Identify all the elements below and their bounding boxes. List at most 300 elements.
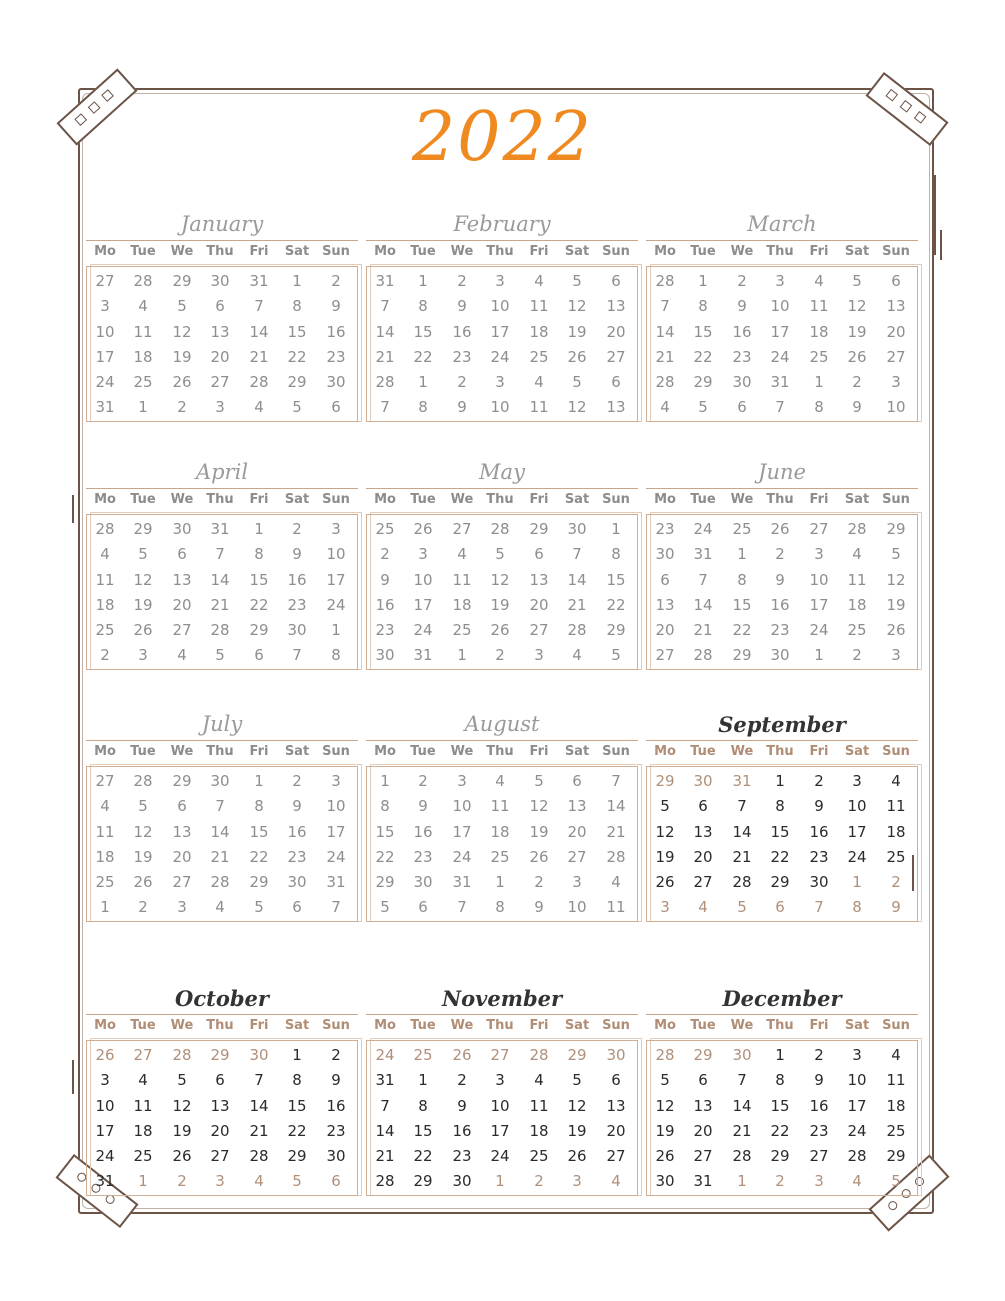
weekday-label: We [170, 1018, 194, 1033]
day-cell: 4 [495, 772, 505, 790]
day-cell: 22 [249, 596, 269, 614]
weekday-label: Thu [766, 1018, 794, 1033]
day-cell: 29 [249, 621, 269, 639]
day-cell: 20 [606, 1122, 626, 1140]
day-cell: 3 [457, 772, 467, 790]
day-cell: 25 [133, 1147, 153, 1165]
day-cell: 30 [287, 621, 307, 639]
month-name: February [453, 212, 551, 236]
weekday-label: We [450, 744, 474, 759]
day-cell: 17 [326, 823, 346, 841]
day-cell: 2 [418, 772, 428, 790]
day-cell: 20 [172, 848, 192, 866]
day-cell: 22 [606, 596, 626, 614]
day-cell: 21 [732, 1122, 752, 1140]
weekday-label: Thu [486, 744, 514, 759]
day-cell: 7 [698, 571, 708, 589]
border-tick [72, 495, 74, 523]
day-cell: 26 [567, 348, 587, 366]
day-cell: 27 [172, 873, 192, 891]
weekday-label: Mo [654, 492, 676, 507]
day-cell: 19 [886, 596, 906, 614]
day-cell: 2 [138, 898, 148, 916]
weekday-label: Fri [529, 1018, 549, 1033]
day-cell: 18 [529, 1122, 549, 1140]
day-cell: 9 [891, 898, 901, 916]
weekday-label: Tue [130, 744, 156, 759]
day-cell: 19 [655, 848, 675, 866]
day-cell: 31 [95, 1172, 115, 1190]
day-cell: 13 [529, 571, 549, 589]
day-cell: 5 [572, 272, 582, 290]
month-august [366, 712, 638, 927]
weekday-label: Sat [564, 244, 590, 259]
day-cell: 3 [331, 772, 341, 790]
weekday-label: We [730, 1018, 754, 1033]
month-name: January [180, 212, 264, 236]
day-cell: 24 [770, 348, 790, 366]
day-cell: 11 [529, 398, 549, 416]
weekday-label: Thu [486, 244, 514, 259]
day-cell: 18 [133, 348, 153, 366]
weekday-label: Fri [249, 492, 269, 507]
day-cell: 22 [413, 348, 433, 366]
month-name: November [441, 986, 563, 1011]
month-name: April [195, 460, 249, 484]
day-cell: 15 [249, 571, 269, 589]
day-cell: 11 [809, 297, 829, 315]
day-cell: 6 [215, 297, 225, 315]
day-cell: 14 [732, 1097, 752, 1115]
day-cell: 5 [380, 898, 390, 916]
day-cell: 28 [847, 520, 867, 538]
weekday-label: Thu [206, 244, 234, 259]
weekday-label: Sun [602, 1018, 630, 1033]
day-cell: 23 [326, 1122, 346, 1140]
month-november [366, 986, 638, 1201]
day-cell: 11 [886, 1071, 906, 1089]
day-cell: 30 [172, 520, 192, 538]
weekday-header [86, 1018, 358, 1036]
day-cell: 5 [572, 373, 582, 391]
weekday-label: Tue [410, 244, 436, 259]
day-cell: 17 [95, 1122, 115, 1140]
border-tick [934, 175, 936, 255]
day-cell: 10 [847, 1071, 867, 1089]
day-cell: 27 [886, 348, 906, 366]
day-cell: 6 [254, 646, 264, 664]
day-cell: 12 [490, 571, 510, 589]
day-cell: 8 [254, 797, 264, 815]
day-cell: 12 [529, 797, 549, 815]
day-cell: 31 [210, 520, 230, 538]
day-cell: 29 [210, 1046, 230, 1064]
day-cell: 7 [737, 1071, 747, 1089]
day-cell: 15 [375, 823, 395, 841]
day-cell: 8 [814, 398, 824, 416]
month-may [366, 460, 638, 675]
day-cell: 20 [172, 596, 192, 614]
day-cell: 29 [886, 520, 906, 538]
day-cell: 8 [775, 797, 785, 815]
day-cell: 30 [413, 873, 433, 891]
day-cell: 28 [490, 520, 510, 538]
day-cell: 4 [138, 1071, 148, 1089]
day-cell: 1 [138, 398, 148, 416]
day-cell: 6 [215, 1071, 225, 1089]
day-cell: 5 [611, 646, 621, 664]
day-cell: 7 [572, 545, 582, 563]
day-cell: 6 [177, 797, 187, 815]
day-cell: 7 [380, 1097, 390, 1115]
day-cell: 1 [698, 272, 708, 290]
weekday-label: Thu [206, 492, 234, 507]
day-cell: 17 [326, 571, 346, 589]
month-december [646, 986, 918, 1201]
day-cell: 28 [95, 520, 115, 538]
weekday-label: Sat [844, 244, 870, 259]
day-cell: 12 [886, 571, 906, 589]
weekday-label: Thu [766, 744, 794, 759]
day-cell: 1 [418, 272, 428, 290]
day-cell: 14 [210, 571, 230, 589]
day-cell: 13 [172, 823, 192, 841]
day-cell: 18 [529, 323, 549, 341]
day-cell: 2 [775, 545, 785, 563]
day-cell: 3 [775, 272, 785, 290]
day-cell: 5 [138, 797, 148, 815]
weekday-label: Sun [322, 744, 350, 759]
day-cell: 26 [567, 1147, 587, 1165]
day-cell: 30 [452, 1172, 472, 1190]
day-cell: 31 [452, 873, 472, 891]
day-cell: 25 [886, 1122, 906, 1140]
day-cell: 19 [490, 596, 510, 614]
weekday-header [86, 244, 358, 262]
weekday-label: We [450, 244, 474, 259]
weekday-label: Fri [809, 244, 829, 259]
weekday-label: Tue [690, 744, 716, 759]
day-cell: 18 [95, 596, 115, 614]
day-cell: 10 [95, 323, 115, 341]
day-cell: 4 [852, 1172, 862, 1190]
day-cell: 6 [660, 571, 670, 589]
day-cell: 2 [814, 1046, 824, 1064]
day-cell: 22 [693, 348, 713, 366]
day-cell: 24 [326, 848, 346, 866]
day-cell: 26 [847, 348, 867, 366]
day-cell: 9 [331, 297, 341, 315]
day-cell: 8 [698, 297, 708, 315]
day-cell: 5 [572, 1071, 582, 1089]
weekday-label: Sun [602, 744, 630, 759]
weekday-label: Mo [374, 492, 396, 507]
day-cell: 25 [490, 848, 510, 866]
month-january [86, 212, 358, 427]
day-cell: 18 [886, 823, 906, 841]
day-cell: 4 [814, 272, 824, 290]
day-cell: 21 [732, 848, 752, 866]
day-cell: 30 [732, 1046, 752, 1064]
day-cell: 26 [413, 520, 433, 538]
day-cell: 30 [249, 1046, 269, 1064]
weekday-label: Thu [766, 492, 794, 507]
day-cell: 2 [331, 1046, 341, 1064]
day-cell: 5 [660, 797, 670, 815]
day-cell: 21 [693, 621, 713, 639]
day-cell: 11 [490, 797, 510, 815]
day-cell: 3 [215, 398, 225, 416]
day-cell: 13 [693, 1097, 713, 1115]
day-cell: 22 [770, 1122, 790, 1140]
day-cell: 26 [133, 621, 153, 639]
month-name: July [201, 712, 243, 736]
day-cell: 19 [133, 596, 153, 614]
day-cell: 23 [809, 1122, 829, 1140]
weekday-label: Fri [809, 492, 829, 507]
day-cell: 24 [375, 1046, 395, 1064]
day-cell: 26 [95, 1046, 115, 1064]
day-cell: 15 [413, 1122, 433, 1140]
day-cell: 28 [606, 848, 626, 866]
day-cell: 1 [100, 898, 110, 916]
day-cell: 14 [655, 323, 675, 341]
day-cell: 27 [452, 520, 472, 538]
day-cell: 8 [418, 398, 428, 416]
weekday-label: Sat [564, 492, 590, 507]
month-header-rule [646, 1014, 918, 1015]
day-cell: 13 [655, 596, 675, 614]
day-cell: 21 [249, 1122, 269, 1140]
day-cell: 4 [611, 873, 621, 891]
day-cell: 16 [452, 1122, 472, 1140]
day-cell: 19 [529, 823, 549, 841]
day-cell: 14 [210, 823, 230, 841]
month-name: May [479, 460, 525, 484]
day-cell: 5 [891, 545, 901, 563]
day-cell: 7 [380, 297, 390, 315]
weekday-label: Mo [94, 744, 116, 759]
day-cell: 4 [177, 646, 187, 664]
day-cell: 13 [210, 1097, 230, 1115]
day-cell: 27 [693, 873, 713, 891]
day-cell: 5 [534, 772, 544, 790]
day-cell: 17 [490, 1122, 510, 1140]
day-cell: 9 [852, 398, 862, 416]
day-cell: 11 [133, 1097, 153, 1115]
day-cell: 12 [567, 1097, 587, 1115]
day-cell: 13 [886, 297, 906, 315]
day-cell: 3 [331, 520, 341, 538]
weekday-label: Sun [322, 244, 350, 259]
month-name: March [747, 212, 817, 236]
day-cell: 26 [172, 1147, 192, 1165]
day-cell: 19 [655, 1122, 675, 1140]
day-cell: 7 [254, 297, 264, 315]
day-cell: 10 [490, 297, 510, 315]
day-cell: 11 [847, 571, 867, 589]
weekday-label: Fri [529, 244, 549, 259]
day-cell: 26 [655, 1147, 675, 1165]
day-cell: 6 [775, 898, 785, 916]
day-cell: 1 [380, 772, 390, 790]
day-cell: 11 [452, 571, 472, 589]
month-name: September [718, 712, 846, 737]
weekday-header [86, 492, 358, 510]
weekday-label: Mo [94, 244, 116, 259]
day-cell: 26 [655, 873, 675, 891]
day-cell: 17 [490, 323, 510, 341]
day-cell: 15 [413, 323, 433, 341]
day-cell: 6 [698, 1071, 708, 1089]
day-cell: 8 [292, 1071, 302, 1089]
weekday-label: Tue [690, 1018, 716, 1033]
weekday-header [366, 492, 638, 510]
weekday-label: Fri [529, 744, 549, 759]
day-cell: 20 [210, 1122, 230, 1140]
day-cell: 2 [457, 1071, 467, 1089]
day-cell: 28 [249, 373, 269, 391]
day-cell: 3 [572, 1172, 582, 1190]
day-cell: 29 [529, 520, 549, 538]
day-cell: 6 [331, 398, 341, 416]
day-cell: 7 [380, 398, 390, 416]
month-header-rule [366, 240, 638, 241]
day-cell: 18 [95, 848, 115, 866]
day-cell: 11 [606, 898, 626, 916]
day-cell: 10 [809, 571, 829, 589]
weekday-header [366, 244, 638, 262]
day-cell: 3 [100, 1071, 110, 1089]
day-cell: 28 [210, 873, 230, 891]
day-cell: 4 [254, 398, 264, 416]
day-cell: 25 [529, 348, 549, 366]
day-cell: 9 [457, 398, 467, 416]
day-cell: 9 [814, 1071, 824, 1089]
day-cell: 15 [249, 823, 269, 841]
weekday-label: Sun [322, 492, 350, 507]
day-cell: 13 [606, 1097, 626, 1115]
day-cell: 17 [452, 823, 472, 841]
weekday-label: Mo [94, 1018, 116, 1033]
day-cell: 29 [249, 873, 269, 891]
day-cell: 8 [737, 571, 747, 589]
day-cell: 12 [172, 1097, 192, 1115]
day-cell: 5 [660, 1071, 670, 1089]
day-cell: 5 [254, 898, 264, 916]
day-cell: 27 [529, 621, 549, 639]
day-cell: 20 [886, 323, 906, 341]
day-cell: 31 [375, 272, 395, 290]
month-header-rule [366, 1014, 638, 1015]
day-cell: 1 [852, 873, 862, 891]
day-cell: 28 [375, 373, 395, 391]
day-cell: 30 [732, 373, 752, 391]
day-cell: 7 [611, 772, 621, 790]
month-header-rule [86, 240, 358, 241]
month-name: August [464, 712, 540, 736]
day-cell: 25 [809, 348, 829, 366]
day-cell: 7 [215, 545, 225, 563]
day-cell: 23 [452, 348, 472, 366]
day-cell: 26 [770, 520, 790, 538]
day-cell: 28 [847, 1147, 867, 1165]
day-cell: 14 [567, 571, 587, 589]
day-cell: 14 [732, 823, 752, 841]
day-cell: 8 [418, 297, 428, 315]
day-cell: 15 [287, 1097, 307, 1115]
day-cell: 7 [775, 398, 785, 416]
day-cell: 4 [534, 373, 544, 391]
day-cell: 2 [534, 873, 544, 891]
day-cell: 16 [375, 596, 395, 614]
day-cell: 17 [847, 1097, 867, 1115]
day-cell: 7 [215, 797, 225, 815]
weekday-label: Thu [766, 244, 794, 259]
day-cell: 4 [534, 272, 544, 290]
month-header-rule [86, 740, 358, 741]
month-july [86, 712, 358, 927]
day-cell: 25 [452, 621, 472, 639]
day-cell: 27 [809, 520, 829, 538]
month-june [646, 460, 918, 675]
day-cell: 27 [95, 772, 115, 790]
day-cell: 21 [655, 348, 675, 366]
day-cell: 28 [172, 1046, 192, 1064]
day-cell: 17 [413, 596, 433, 614]
day-cell: 30 [326, 373, 346, 391]
day-cell: 31 [375, 1071, 395, 1089]
day-cell: 8 [775, 1071, 785, 1089]
day-cell: 9 [457, 1097, 467, 1115]
weekday-label: Tue [410, 1018, 436, 1033]
weekday-label: Sat [844, 744, 870, 759]
day-cell: 11 [133, 323, 153, 341]
day-cell: 2 [292, 520, 302, 538]
day-cell: 24 [413, 621, 433, 639]
weekday-label: Sat [284, 744, 310, 759]
day-cell: 1 [814, 646, 824, 664]
day-cell: 29 [693, 1046, 713, 1064]
day-cell: 31 [95, 398, 115, 416]
month-header-rule [646, 740, 918, 741]
day-cell: 29 [886, 1147, 906, 1165]
day-cell: 30 [287, 873, 307, 891]
day-cell: 3 [852, 1046, 862, 1064]
day-cell: 1 [457, 646, 467, 664]
weekday-header [366, 1018, 638, 1036]
day-cell: 23 [809, 848, 829, 866]
day-cell: 11 [529, 1097, 549, 1115]
day-cell: 2 [534, 1172, 544, 1190]
month-march [646, 212, 918, 427]
day-cell: 13 [693, 823, 713, 841]
day-cell: 19 [847, 323, 867, 341]
day-cell: 22 [413, 1147, 433, 1165]
day-cell: 6 [737, 398, 747, 416]
day-cell: 3 [418, 545, 428, 563]
day-cell: 16 [732, 323, 752, 341]
month-header-rule [366, 740, 638, 741]
day-cell: 29 [172, 272, 192, 290]
day-cell: 5 [292, 398, 302, 416]
day-cell: 5 [891, 1172, 901, 1190]
day-cell: 30 [809, 873, 829, 891]
day-cell: 3 [572, 873, 582, 891]
day-cell: 27 [95, 272, 115, 290]
day-cell: 14 [606, 797, 626, 815]
day-cell: 7 [457, 898, 467, 916]
